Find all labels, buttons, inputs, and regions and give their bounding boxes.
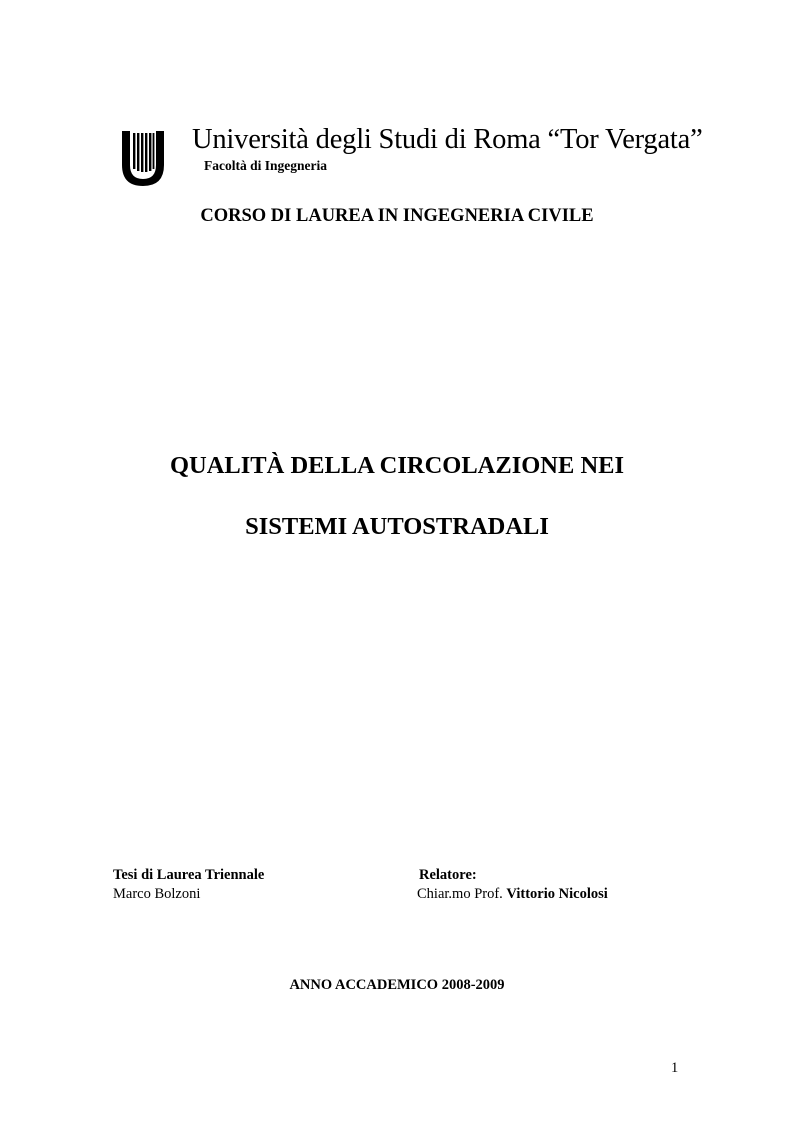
advisor-label: Relatore:: [419, 867, 477, 883]
advisor-line: [417, 885, 608, 903]
university-name: Università degli Studi di Roma “Tor Vergata”: [192, 124, 703, 155]
faculty-name: Facoltà di Ingegneria: [204, 158, 327, 173]
thesis-title-line-2: SISTEMI AUTOSTRADALI: [245, 513, 549, 540]
thesis-title-line-1: QUALITÀ DELLA CIRCOLAZIONE NEI: [169, 452, 625, 479]
academic-year: ANNO ACCADEMICO 2008-2009: [289, 977, 505, 993]
advisor-prefix: Chiar.mo Prof.: [417, 886, 503, 902]
course-name: CORSO DI LAUREA IN INGEGNERIA CIVILE: [200, 206, 594, 226]
university-u-logo-icon: [120, 129, 166, 187]
page-number: 1: [671, 1060, 679, 1076]
advisor-name: Vittorio Nicolosi: [506, 886, 608, 902]
author-name: Marco Bolzoni: [113, 886, 201, 902]
thesis-type: Tesi di Laurea Triennale: [113, 867, 265, 883]
